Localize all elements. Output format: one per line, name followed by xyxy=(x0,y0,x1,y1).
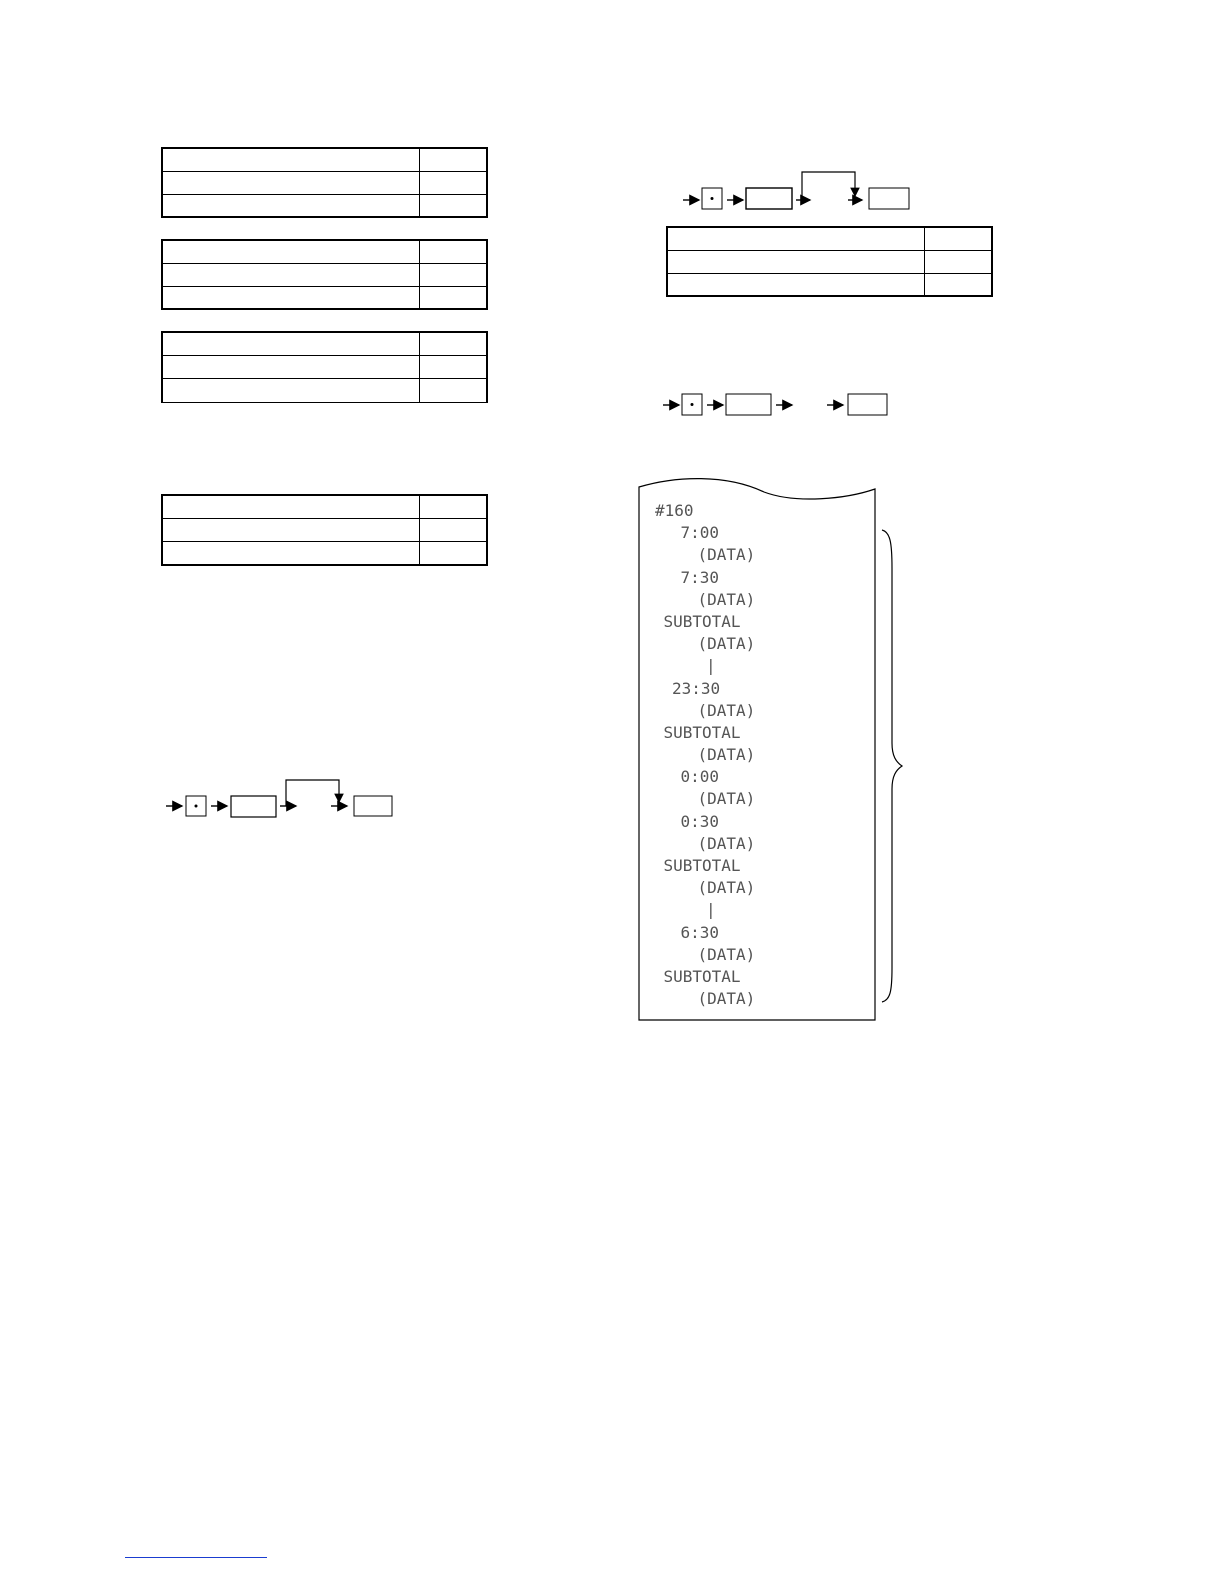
blank-table-1 xyxy=(161,147,488,218)
key-box xyxy=(869,188,909,209)
table-cell xyxy=(163,542,420,565)
key-sequence-top-right xyxy=(675,168,920,214)
table-row xyxy=(163,241,486,264)
table-cell xyxy=(163,149,420,171)
table-cell xyxy=(163,333,420,355)
table-row xyxy=(668,274,991,297)
table-cell xyxy=(668,274,925,297)
table-row xyxy=(163,356,486,379)
table-cell xyxy=(420,172,486,194)
key-box xyxy=(726,394,771,415)
key-box xyxy=(848,394,887,415)
receipt-line: 7:30 xyxy=(680,567,720,587)
blank-table-2 xyxy=(161,239,488,310)
table-cell xyxy=(420,149,486,171)
table-row xyxy=(163,379,486,402)
table-cell xyxy=(420,241,486,263)
table-row xyxy=(163,496,486,519)
table-row xyxy=(163,149,486,172)
table-row xyxy=(668,228,991,251)
table-cell xyxy=(420,379,486,402)
table-cell xyxy=(420,264,486,286)
table-cell xyxy=(420,496,486,518)
receipt-line: (DATA) xyxy=(697,545,756,565)
table-cell xyxy=(420,287,486,310)
table-cell xyxy=(420,333,486,355)
receipt-line: (DATA) xyxy=(697,944,756,964)
curly-brace xyxy=(880,528,906,1006)
table-cell xyxy=(420,195,486,218)
table-row xyxy=(163,519,486,542)
receipt-line: | xyxy=(706,656,716,676)
key-box xyxy=(354,796,392,816)
key-sequence-bottom-left xyxy=(158,774,403,820)
blank-table-3 xyxy=(161,331,488,403)
table-cell xyxy=(163,195,420,218)
receipt-line: (DATA) xyxy=(697,589,756,609)
receipt-line: (DATA) xyxy=(697,878,756,898)
receipt-line: (DATA) xyxy=(697,989,756,1009)
table-cell xyxy=(420,356,486,378)
table-cell xyxy=(420,519,486,541)
table-cell xyxy=(163,379,420,402)
receipt-text xyxy=(655,500,755,1010)
receipt-line: 7:00 xyxy=(680,523,720,543)
key-box xyxy=(231,796,276,817)
key-box xyxy=(746,188,792,209)
table-cell xyxy=(163,241,420,263)
table-row xyxy=(163,195,486,218)
table-row xyxy=(163,287,486,310)
table-cell xyxy=(163,356,420,378)
receipt-line: 0:30 xyxy=(680,811,720,831)
table-cell xyxy=(420,542,486,565)
table-cell xyxy=(925,251,991,273)
table-row xyxy=(163,333,486,356)
table-cell xyxy=(163,264,420,286)
receipt-line: SUBTOTAL xyxy=(663,611,741,631)
table-cell xyxy=(163,172,420,194)
table-cell xyxy=(925,228,991,250)
table-cell xyxy=(668,251,925,273)
table-cell xyxy=(668,228,925,250)
receipt-line: 23:30 xyxy=(672,678,721,698)
footnote-rule xyxy=(125,1557,267,1558)
receipt-line: SUBTOTAL xyxy=(663,722,741,742)
table-row xyxy=(163,542,486,565)
blank-table-4 xyxy=(161,494,488,566)
table-row xyxy=(163,264,486,287)
receipt-line: (DATA) xyxy=(697,700,756,720)
receipt-line: SUBTOTAL xyxy=(663,966,741,986)
table-cell xyxy=(163,496,420,518)
blank-table-right xyxy=(666,226,993,297)
receipt-line: 6:30 xyxy=(680,922,720,942)
receipt-line: (DATA) xyxy=(697,745,756,765)
table-cell xyxy=(163,287,420,310)
receipt-line: (DATA) xyxy=(697,789,756,809)
table-cell xyxy=(925,274,991,297)
receipt-line: (DATA) xyxy=(697,833,756,853)
table-row xyxy=(668,251,991,274)
receipt-line: (DATA) xyxy=(697,634,756,654)
table-cell xyxy=(163,519,420,541)
receipt-line: | xyxy=(706,900,716,920)
receipt-line: #160 xyxy=(655,501,694,520)
receipt-line: 0:00 xyxy=(680,767,720,787)
key-sequence-middle-right xyxy=(655,388,900,422)
receipt-line: SUBTOTAL xyxy=(663,856,741,875)
table-row xyxy=(163,172,486,195)
